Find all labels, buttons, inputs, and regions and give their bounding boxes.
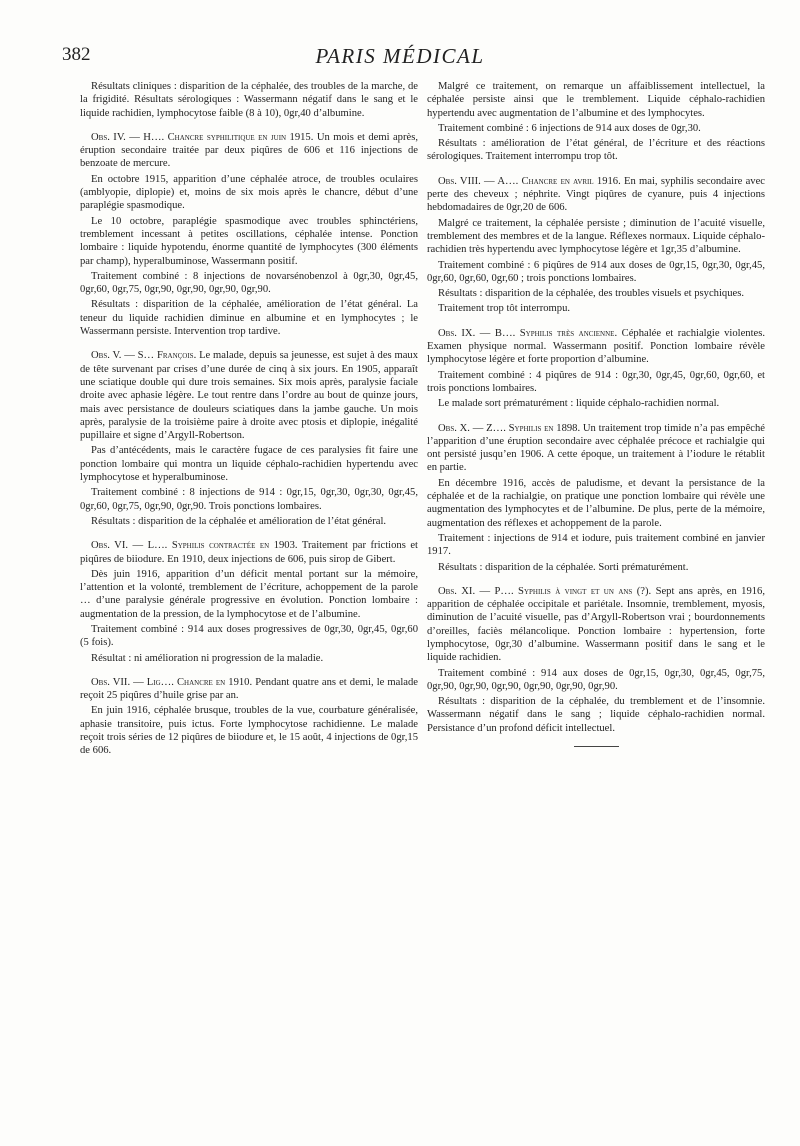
observation — [80, 539, 418, 665]
observation-heading: Obs. V. — S… François. — [91, 350, 197, 362]
paragraph-text: Traitement combiné : 4 piqûres de 914 : 0gr,30, 0gr,45, 0gr,60, 0gr,60, et trois ponctions lombaires. — [427, 369, 765, 394]
paragraph — [427, 327, 765, 367]
observation-heading: Obs. VII. — Lig…. Chancre en 1910. — [91, 676, 253, 688]
paragraph-text: Sept ans après, en 1916, apparition de céphalée occipitale et pariétale. Insomnie, tremblement, myosis, diminution de l’acuité visuelle, pas d’Argyll-Robertson vrai ; bourdonnements d’oreilles, faciès mélancolique. Ponction lombaire : hypertension, forte lymphocytose, 0gr,30 d’albumine. Wassermann positif dans le sang et le liquide rachidien. — [427, 585, 765, 664]
paragraph — [80, 652, 418, 665]
paragraph — [427, 369, 765, 396]
paragraph — [427, 80, 765, 120]
observation-heading: Obs. X. — Z…. Syphilis en 1898. — [438, 422, 581, 434]
paragraph — [80, 515, 418, 528]
paragraph — [427, 122, 765, 135]
paragraph-text: En décembre 1916, accès de paludisme, et devant la persistance de la céphalée et de la rachialgie, on pratique une ponction lombaire qui révèle une augmentation des lymphocytes et de l’albumine. De plus, perte de la mémoire, augmentation des réflexes et achoppement de la parole. — [427, 477, 765, 529]
observation — [80, 131, 418, 338]
paragraph — [80, 676, 418, 703]
paragraph — [427, 287, 765, 300]
paragraph — [427, 175, 765, 215]
paragraph — [80, 444, 418, 484]
paragraph — [427, 477, 765, 530]
paragraph-text: Le malade, depuis sa jeunesse, est sujet à des maux de tête survenant par crises d’une durée de cinq à six jours. En 1905, apparaît une sciatique double qui dure trois semaines. Six mois après, paralysie faciale droite avec aphasie légère. Le tout rentre dans l’ordre au bout de quinze jours, mais avec persistance de douleurs sciatiques dans la jambe gauche. Un mois après, paralysie de la troisième paire à droite avec ptosis et diplopie, inégalité pupillaire et signe d’Argyll-Robertson. — [80, 350, 418, 442]
paragraph-text: Un traitement trop timide n’a pas empêché l’apparition d’une éruption secondaire avec céphalée précoce et rachialgie qui ont persisté jusqu’en 1906. A cette époque, un traitement à l’iodure le rétablit en partie. — [427, 422, 765, 474]
observation-heading: Obs. VIII. — A…. Chancre en avril 1916. — [438, 175, 621, 187]
paragraph-text: Pas d’antécédents, mais le caractère fugace de ces paralysies fit faire une ponction lombaire qui montra un liquide céphalo-rachidien hypertendu avec lymphocytose et hyperalbuminose. — [80, 445, 418, 484]
observation — [427, 585, 765, 735]
continued-text — [427, 80, 765, 164]
observation — [427, 175, 765, 316]
paragraph — [80, 704, 418, 757]
paragraph — [80, 298, 418, 338]
paragraph-text: Traitement : injections de 914 et iodure, puis traitement combiné en janvier 1917. — [427, 532, 765, 558]
paragraph — [80, 349, 418, 442]
end-rule — [574, 746, 619, 747]
paragraph-text: Résultat : ni amélioration ni progression de la maladie. — [91, 652, 324, 664]
paragraph — [427, 259, 765, 286]
paragraph-text: Traitement combiné : 6 injections de 914 aux doses de 0gr,30. — [438, 122, 701, 134]
paragraph — [427, 532, 765, 559]
paragraph — [80, 173, 418, 213]
observation — [80, 676, 418, 758]
paragraph-text: En mai, syphilis secondaire avec perte des cheveux ; néphrite. Vingt piqûres de cyanure, puis 4 injections hebdomadaires de 0gr,20 de 606. — [427, 175, 765, 214]
paragraph-text: Traitement combiné : 914 aux doses de 0gr,15, 0gr,30, 0gr,45, 0gr,75, 0gr,90, 0gr,90, 0gr,90, 0gr,90, 0gr,90, 0gr,90. — [427, 667, 765, 692]
paragraph-text: Résultats cliniques : disparition de la céphalée, des troubles de la marche, de la frigidité. Résultats sérologiques : Wassermann négatif dans le sang et le liquide rachidien, lymphocytose faible (8 à 10), 0gr,40 d’albumine. — [80, 81, 418, 119]
paragraph-text: Dès juin 1916, apparition d’un déficit mental portant sur la mémoire, l’attention et la volonté, tremblement de l’écriture, achoppement de la parole … d’une paralysie générale progressive en évolution. Ponction lombaire : augmentation de la pression, de la lymphocytose et de l’albumine. — [80, 568, 418, 620]
paragraph — [80, 270, 418, 297]
paragraph-text: Traitement combiné : 8 injections de novarsénobenzol à 0gr,30, 0gr,45, 0gr,60, 0gr,75, 0gr,90, 0gr,90, 0gr,90, 0gr,90. — [80, 270, 418, 296]
paragraph — [427, 695, 765, 735]
paragraph — [427, 397, 765, 410]
paragraph — [427, 422, 765, 475]
paragraph — [427, 585, 765, 665]
paragraph-text: Résultats : disparition de la céphalée, du tremblement et de l’insomnie. Wassermann négatif dans le sang ; liquide céphalo-rachidien normal. Persistance d’un profond déficit intellectuel. — [427, 696, 765, 734]
paragraph — [427, 561, 765, 574]
observation-heading: Obs. IX. — B…. Syphilis très ancienne. — [438, 327, 618, 339]
paragraph-text: Malgré ce traitement, on remarque un affaiblissement intellectuel, la céphalée persiste ainsi que le tremblement. Liquide céphalo-rachidien hypertendu avec augmentation de l’albumine et des lymphocytes. — [427, 81, 765, 119]
paragraph — [80, 486, 418, 513]
paragraph — [427, 217, 765, 257]
paragraph — [427, 302, 765, 315]
paragraph — [427, 137, 765, 164]
paragraph-text: Le 10 octobre, paraplégie spasmodique avec troubles sphinctériens, tremblement incessant à petites oscillations, céphalée intense. Ponction lombaire : liquide hypotendu, énorme quantité de lymphocytes (300 éléments par champ), hyperalbuminose, Wassermann positif. — [80, 215, 418, 267]
paragraph-text: Traitement combiné : 914 aux doses progressives de 0gr,30, 0gr,45, 0gr,60 (5 fois). — [80, 623, 418, 649]
paragraph-text: Traitement par frictions et piqûres de biiodure. En 1910, deux injections de 606, puis sirop de Gibert. — [80, 540, 418, 565]
observation-heading: Obs. IV. — H…. Chancre syphilitique en juin 1915. — [91, 131, 314, 143]
paragraph-text: Résultats : disparition de la céphalée et amélioration de l’état général. — [91, 515, 387, 527]
paragraph-text: Pendant quatre ans et demi, le malade reçoit 25 piqûres d’huile grise par an. — [80, 676, 418, 702]
observation-heading: Obs. XI. — P…. Syphilis à vingt et un ans (?). — [438, 585, 652, 597]
paragraph-text: Le malade sort prématurément : liquide céphalo-rachidien normal. — [438, 398, 720, 410]
left-column — [80, 80, 418, 769]
paragraph-text: Malgré ce traitement, la céphalée persiste ; diminution de l’acuité visuelle, tremblement des membres et de la langue. Réflexes normaux. Liquide céphalo-rachidien très hypertendu avec lymphocytose légère et 1gr,35 d’albumine. — [427, 217, 765, 256]
paragraph-text: Traitement combiné : 8 injections de 914 : 0gr,15, 0gr,30, 0gr,30, 0gr,45, 0gr,60, 0gr,75, 0gr,90, 0gr,90. Trois ponctions lombaires. — [80, 487, 418, 512]
continued-text — [80, 80, 418, 120]
paragraph-text: En juin 1916, céphalée brusque, troubles de la vue, courbature généralisée, aphasie transitoire, puis ictus. Forte lymphocytose rachidienne. Le malade reçoit trois séries de 12 piqûres de biiodure et, le 15 août, 4 injections de 0gr,15 de 606. — [80, 705, 418, 757]
paragraph-text: Résultats : disparition de la céphalée, amélioration de l’état général. La teneur du liquide rachidien diminue en albumine et en lymphocytes ; le Wassermann persiste. Intervention trop tardive. — [80, 299, 418, 338]
paragraph-text: Traitement trop tôt interrompu. — [438, 303, 571, 315]
paragraph-text: Résultats : disparition de la céphalée. Sorti prématurément. — [438, 561, 689, 573]
paragraph-text: Traitement combiné : 6 piqûres de 914 aux doses de 0gr,15, 0gr,30, 0gr,45, 0gr,60, 0gr,60, 0gr,60 ; trois ponctions lombaires. — [427, 259, 765, 284]
paragraph — [80, 568, 418, 621]
paragraph-text: Résultats : disparition de la céphalée, des troubles visuels et psychiques. — [438, 288, 744, 300]
paragraph — [80, 131, 418, 171]
running-title: PARIS MÉDICAL — [315, 44, 485, 68]
paragraph — [80, 80, 418, 120]
paragraph-text: Résultats : amélioration de l’état général, de l’écriture et des réactions sérologiques. Traitement interrompu trop tôt. — [427, 138, 765, 163]
paragraph — [80, 215, 418, 268]
observation — [427, 422, 765, 574]
observation — [80, 349, 418, 528]
page-number: 382 — [62, 44, 91, 65]
paragraph-text: Céphalée et rachialgie violentes. Examen physique normal. Wassermann positif. Ponction lombaire révèle lymphocytose légère et forte proportion d’albumine. — [427, 327, 765, 366]
observation-heading: Obs. VI. — L…. Syphilis contractée en 1903. — [91, 540, 298, 552]
paragraph — [80, 539, 418, 566]
observation — [427, 327, 765, 411]
paragraph-text: Un mois et demi après, éruption secondaire traitée par deux piqûres de 606 et 116 injections de benzoate de mercure. — [80, 131, 418, 170]
paragraph — [80, 623, 418, 650]
paragraph — [427, 667, 765, 694]
right-column — [427, 80, 765, 747]
paragraph-text: En octobre 1915, apparition d’une céphalée atroce, de troubles oculaires (amblyopie, diplopie) et, moins de six mois après le chancre, début d’une paraplégie spasmodique. — [80, 173, 418, 212]
